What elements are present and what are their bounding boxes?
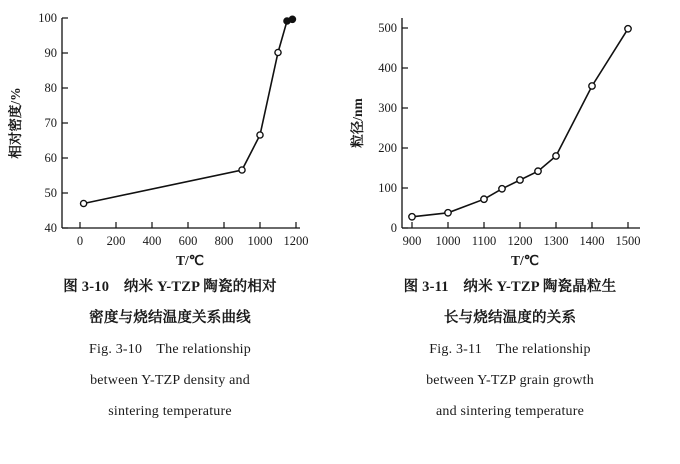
data-series-line [84,19,293,203]
caption-cn-line-2: 密度与烧结温度关系曲线 [89,310,251,326]
svg-text:100: 100 [378,181,397,195]
svg-text:800: 800 [214,234,234,248]
x-tick-labels [77,234,309,248]
caption-en-line-3: sintering temperature [108,404,232,419]
figure-3-11-caption [340,272,680,427]
chart-3-11-plot-area [340,0,680,272]
svg-text:100: 100 [38,11,57,25]
svg-text:1000: 1000 [247,234,273,248]
svg-text:50: 50 [44,186,57,200]
svg-text:0: 0 [390,221,397,235]
data-series-line [412,29,628,217]
svg-text:80: 80 [44,81,57,95]
caption-en-line-1: Fig. 3-11 The relationship [429,342,591,357]
y-tick-labels [378,21,397,235]
svg-text:1200: 1200 [507,234,533,248]
svg-text:1100: 1100 [471,234,497,248]
chart-3-10-plot-area [0,0,340,272]
svg-text:1000: 1000 [435,234,461,248]
svg-text:400: 400 [378,61,397,75]
caption-en-line-2: between Y-TZP density and [90,373,250,388]
caption-en-line-1: Fig. 3-10 The relationship [89,342,251,357]
x-axis-title: T/℃ [511,253,539,268]
y-axis-title: 粒径/nm [350,98,365,148]
caption-en-line-3: and sintering temperature [435,404,585,419]
svg-text:1400: 1400 [579,234,605,248]
svg-text:40: 40 [44,221,57,235]
y-axis-title: 相对密度/% [8,87,23,159]
figure-3-10-caption [0,272,340,427]
x-axis-title: T/℃ [176,253,204,268]
svg-text:400: 400 [142,234,162,248]
caption-cn-line-1: 图 3-11 纳米 Y-TZP 陶瓷晶粒生 [403,279,617,295]
svg-text:200: 200 [106,234,126,248]
svg-text:70: 70 [44,116,57,130]
svg-text:900: 900 [402,234,422,248]
svg-text:600: 600 [178,234,198,248]
chart-3-10-svg [0,0,340,272]
svg-text:1200: 1200 [283,234,309,248]
caption-cn-line-2: 长与烧结温度的关系 [443,310,577,326]
svg-text:1500: 1500 [615,234,641,248]
svg-text:500: 500 [378,21,397,35]
svg-text:300: 300 [378,101,397,115]
chart-3-11-svg [340,0,680,272]
svg-text:1300: 1300 [543,234,569,248]
y-tick-labels [38,11,57,235]
svg-text:0: 0 [76,234,84,248]
caption-cn-line-1: 图 3-10 纳米 Y-TZP 陶瓷的相对 [63,279,277,295]
x-tick-labels [403,234,641,248]
data-markers [81,16,296,206]
caption-en-line-2: between Y-TZP grain growth [426,373,594,388]
svg-text:90: 90 [44,46,57,60]
svg-text:60: 60 [44,151,57,165]
svg-text:200: 200 [378,141,397,155]
figure-3-11 [340,0,680,464]
data-markers [409,26,631,220]
